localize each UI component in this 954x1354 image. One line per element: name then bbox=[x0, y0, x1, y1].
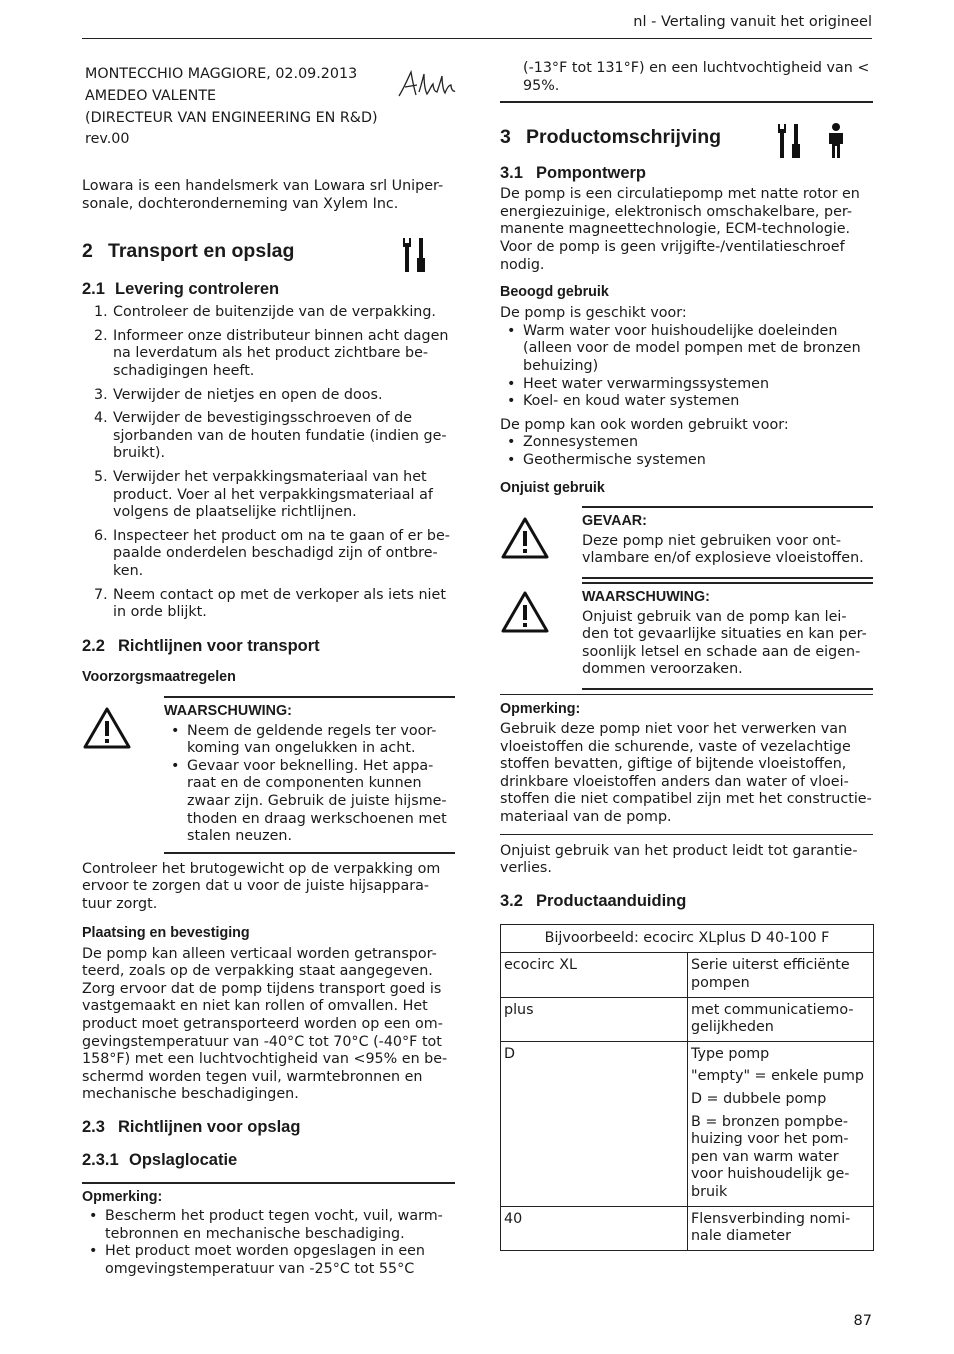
table-cell: Serie uiterst efficiënte pompen bbox=[688, 953, 874, 997]
list-item: • Warm water voor huishoudelijke doeleinden (alleen voor de model pompen met de bronzen behuizing) bbox=[500, 323, 873, 376]
signature-line: AMEDEO VALENTE bbox=[85, 87, 217, 104]
note-label: Opmerking: bbox=[82, 1188, 163, 1205]
left-column bbox=[82, 64, 455, 1278]
signature-line: (DIRECTEUR VAN ENGINEERING EN R&D) bbox=[85, 109, 378, 126]
tools-icon bbox=[402, 236, 428, 274]
warning-callout bbox=[82, 696, 455, 854]
section-3-1-heading: 3.1 Pompontwerp bbox=[500, 164, 646, 183]
page-number: 87 bbox=[853, 1313, 872, 1329]
intro-paragraph: Lowara is een handelsmerk van Lowara srl Uniper-sonale, dochteronderneming van Xylem Inc. bbox=[82, 178, 444, 212]
list-item: • Zonnesystemen bbox=[500, 434, 873, 452]
table-row bbox=[501, 1206, 874, 1250]
intended-use-list bbox=[500, 323, 873, 411]
header-divider bbox=[82, 38, 872, 39]
table-cell: ecocirc XL bbox=[501, 953, 688, 997]
placement-paragraph: De pomp kan alleen verticaal worden getranspor-teerd, zoals op de verpakking staat aangegeven. Zorg ervoor dat de pomp tijdens transport goed is vastgemaakt en niet kan rollen of omvallen. Het product moet getransporteerd worden op een om-gevingstemperatuur van -40°C tot 70°C (-40°F tot 158°F) met een luchtvochtigheid van <95% en be-schermd worden tegen vuil, warmtebronnen en mechanische beschadigingen. bbox=[82, 945, 448, 1103]
warranty-paragraph: Onjuist gebruik van het product leidt tot garantie-verlies. bbox=[500, 842, 858, 877]
warning-label: WAARSCHUWING: bbox=[582, 588, 710, 605]
storage-note-list bbox=[82, 1208, 455, 1278]
table-cell: 40 bbox=[501, 1206, 688, 1250]
table-cell: Flensverbinding nomi-nale diameter bbox=[688, 1206, 874, 1250]
section-2-2-heading: 2.2 Richtlijnen voor transport bbox=[82, 636, 320, 655]
table-header: Bijvoorbeeld: ecocirc XLplus D 40-100 F bbox=[501, 924, 874, 953]
section-3-2-heading: 3.2 Productaanduiding bbox=[500, 891, 687, 910]
section-2-heading: 2 Transport en opslag bbox=[82, 240, 295, 263]
list-item: • Bescherm het product tegen vocht, vuil, warm-tebronnen en mechanische beschadiging. bbox=[82, 1208, 455, 1243]
list-item: • Gevaar voor beknelling. Het appa-raat en de componenten kunnen zwaar zijn. Gebruik de juiste hijsme-thoden en draag werkschoenen met stalen neuzen. bbox=[164, 758, 455, 846]
subheading-misuse: Onjuist gebruik bbox=[500, 479, 605, 496]
warning-triangle-icon bbox=[500, 516, 550, 560]
table-row bbox=[501, 997, 874, 1041]
list-item: 2. Informeer onze distributeur binnen acht dagen na leverdatum als het product zichtbare be-schadigingen heeft. bbox=[94, 327, 449, 379]
storage-continuation: (-13°F tot 131°F) en een luchtvochtigheid van < 95%. bbox=[523, 60, 870, 94]
table-cell: met communicatiemo-gelijkheden bbox=[688, 997, 874, 1041]
delivery-checklist bbox=[82, 304, 455, 622]
handwritten-signature bbox=[397, 68, 457, 100]
warning-label: WAARSCHUWING: bbox=[164, 702, 292, 719]
also-use-list bbox=[500, 434, 873, 469]
danger-text: Deze pomp niet gebruiken voor ont-vlambare en/of explosieve vloeistoffen. bbox=[582, 532, 864, 567]
also-use-intro: De pomp kan ook worden gebruikt voor: bbox=[500, 416, 789, 433]
list-item: 4. Verwijder de bevestigingsschroeven of de sjorbanden van de houten fundatie (indien ge-bruikt). bbox=[94, 410, 447, 462]
list-item: 7. Neem contact op met de verkoper als iets niet in orde blijkt. bbox=[94, 586, 446, 621]
signature-block bbox=[82, 64, 455, 160]
note-text: Gebruik deze pomp niet voor het verwerken van vloeistoffen die schurende, vaste of vezelachtige stoffen bevatten, giftige of bijtende vloeistoffen, drinkbare vloeistoffen anders dan water of vloei-stoffen die niet compatibel zijn met het constructie-materiaal van de pomp. bbox=[500, 721, 872, 826]
note-label: Opmerking: bbox=[500, 701, 581, 718]
section-2-3-heading: 2.3 Richtlijnen voor opslag bbox=[82, 1117, 301, 1136]
list-item: 1. Controleer de buitenzijde van de verpakking. bbox=[94, 304, 436, 321]
right-column bbox=[500, 60, 873, 1251]
warning-text: Onjuist gebruik van de pomp kan lei-den tot gevaarlijke situaties en kan per-soonlijk letsel en schade aan de eigen-dommen veroorzaken. bbox=[582, 608, 867, 678]
warning-triangle-icon bbox=[82, 706, 132, 750]
list-item: 6. Inspecteer het product om na te gaan of er be-paalde onderdelen beschadigd zijn of ontbre-ken. bbox=[94, 527, 450, 579]
list-item: 3. Verwijder de nietjes en open de doos. bbox=[94, 386, 383, 403]
section-2-1-heading: 2.1 Levering controleren bbox=[82, 280, 280, 299]
warning-triangle-icon bbox=[500, 590, 550, 634]
table-cell: plus bbox=[501, 997, 688, 1041]
list-item: 5. Verwijder het verpakkingsmateriaal van het product. Voer al het verpakkingsmateriaal af volgens de plaatselijke richtlijnen. bbox=[94, 468, 433, 521]
warning-callout bbox=[500, 582, 873, 690]
section-2-3-1-heading: 2.3.1 Opslaglocatie bbox=[82, 1150, 238, 1169]
signature-line: MONTECCHIO MAGGIORE, 02.09.2013 bbox=[85, 66, 358, 82]
intended-use-intro: De pomp is geschikt voor: bbox=[500, 305, 687, 322]
list-item: • Geothermische systemen bbox=[500, 452, 873, 470]
table-row bbox=[501, 1041, 874, 1206]
subheading-intended-use: Beoogd gebruik bbox=[500, 284, 609, 301]
running-title: nl - Vertaling vanuit het origineel bbox=[633, 14, 872, 30]
list-item: • Koel- en koud water systemen bbox=[500, 393, 873, 411]
signature-line: rev.00 bbox=[85, 131, 130, 148]
list-item: • Heet water verwarmingssystemen bbox=[500, 376, 873, 394]
gross-weight-paragraph: Controleer het brutogewicht op de verpakking om ervoor te zorgen dat u voor de juiste hijsappara-tuur zorgt. bbox=[82, 860, 441, 913]
danger-callout bbox=[500, 506, 873, 579]
table-cell: Type pomp "empty" = enkele pump D = dubbele pomp B = bronzen pompbe-huizing voor het pom-pen van warm water voor huishoudelijk ge-bruik bbox=[688, 1041, 874, 1206]
pump-design-paragraph: De pomp is een circulatiepomp met natte rotor en energiezuinige, elektronisch omschakelbare, per-manente magneettechnologie, ECM-technologie. Voor de pomp is geen vrijgifte-/ventilatieschroef nodig. bbox=[500, 186, 860, 273]
person-icon bbox=[825, 122, 847, 160]
section-3-heading: 3 Productomschrijving bbox=[500, 126, 722, 149]
tools-icon bbox=[777, 122, 803, 160]
danger-label: GEVAAR: bbox=[582, 512, 647, 529]
product-designation-table bbox=[500, 924, 874, 1251]
subheading-placement: Plaatsing en bevestiging bbox=[82, 924, 250, 941]
list-item: • Het product moet worden opgeslagen in een omgevingstemperatuur van -25°C tot 55°C bbox=[82, 1243, 455, 1278]
subheading-precautions: Voorzorgsmaatregelen bbox=[82, 668, 236, 685]
table-row bbox=[501, 953, 874, 997]
table-cell: D bbox=[501, 1041, 688, 1206]
warning-list bbox=[164, 723, 455, 846]
list-item: • Neem de geldende regels ter voor-koming van ongelukken in acht. bbox=[164, 723, 455, 758]
